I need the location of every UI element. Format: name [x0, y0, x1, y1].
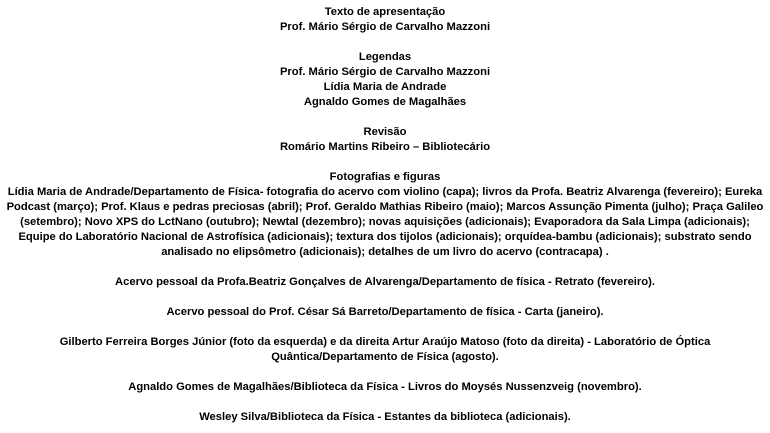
section-biblioteca-estantes — [4, 410, 766, 425]
credit-line: Prof. Mário Sérgio de Carvalho Mazzoni — [279, 21, 491, 33]
credit-line: Wesley Silva/Biblioteca da Física - Estantes da biblioteca (adicionais). — [199, 411, 571, 423]
credit-line: Acervo pessoal da Profa.Beatriz Gonçalves de Alvarenga/Departamento de física - Retrato (fevereiro). — [115, 276, 655, 288]
section-title: Fotografias e figuras — [329, 171, 441, 183]
section-laboratorio-optica-quantica — [4, 335, 766, 365]
section-revisao — [4, 125, 766, 155]
section-acervo-alvarenga — [4, 275, 766, 290]
credit-line: Gilberto Ferreira Borges Júnior (foto da esquerda) e da direita Artur Araújo Matoso (foto da direita) - Laboratório de Óptica Quântica/Departamento de Física (agosto). — [59, 336, 711, 363]
credit-line: Lídia Maria de Andrade — [323, 81, 447, 93]
section-title: Legendas — [358, 51, 412, 63]
section-legendas — [4, 50, 766, 110]
photo-credits-paragraph: Lídia Maria de Andrade/Departamento de Física- fotografia do acervo com violino (capa); livros da Profa. Beatriz Alvarenga (fevereiro); Eureka Podcast (março); Prof. Klaus e pedras preciosas (abril); Prof. Geraldo Mathias Ribeiro (maio); Marcos Assunção Pimenta (julho); Praça Galileo (setembro); Novo XPS do LctNano (outubro); Newtal (dezembro); novas aquisições (adicionais); Evaporadora da Sala Limpa (adicionais); Equipe do Laboratório Nacional de Astrofísica (adicionais); textura dos tijolos (adicionais); orquídea-bambu (adicionais); substrato sendo analisado no elipsômetro (adicionais); detalhes de um livro do acervo (contracapa) . — [6, 186, 764, 258]
section-biblioteca-nussenzveig — [4, 380, 766, 395]
section-texto-de-apresentacao — [4, 5, 766, 35]
credit-line: Agnaldo Gomes de Magalhães — [303, 96, 467, 108]
section-fotografias-e-figuras — [4, 170, 766, 260]
section-title: Texto de apresentação — [324, 6, 446, 18]
section-title: Revisão — [363, 126, 407, 138]
credit-line: Acervo pessoal do Prof. César Sá Barreto/Departamento de física - Carta (janeiro). — [166, 306, 604, 318]
credit-line: Prof. Mário Sérgio de Carvalho Mazzoni — [279, 66, 491, 78]
credit-line: Romário Martins Ribeiro – Bibliotecário — [279, 141, 491, 153]
credit-line: Agnaldo Gomes de Magalhães/Biblioteca da Física - Livros do Moysés Nussenzveig (novembro). — [128, 381, 642, 393]
section-acervo-sa-barreto — [4, 305, 766, 320]
